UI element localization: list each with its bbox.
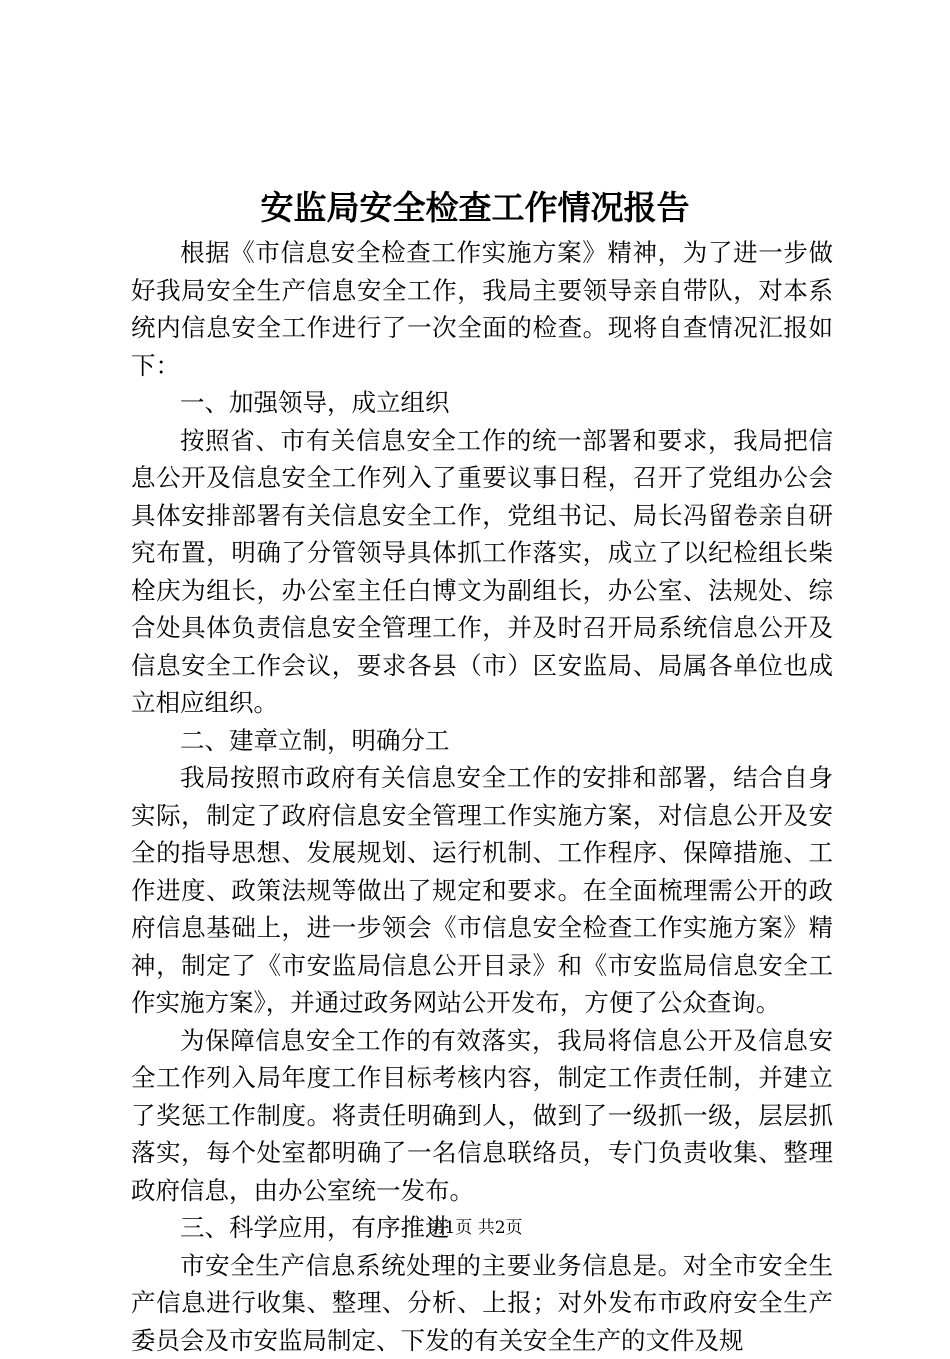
paragraph-section-1: 按照省、市有关信息安全工作的统一部署和要求，我局把信息公开及信息安全工作列入了重要议事日程，召开了党组办公会具体安排部署有关信息安全工作，党组书记、局长冯留卷亲自研究布置，明确了分管领导具体抓工作落实，成立了以纪检组长柴栓庆为组长，办公室主任白博文为副组长，办公室、法规处、综合处具体负责信息安全管理工作，并及时召开局系统信息公开及信息安全工作会议，要求各县（市）区安监局、局属各单位也成立相应组织。 [131, 422, 833, 722]
paragraph-section-2b: 为保障信息安全工作的有效落实，我局将信息公开及信息安全工作列入局年度工作目标考核内容，制定工作责任制，并建立了奖惩工作制度。将责任明确到人，做到了一级抓一级，层层抓落实，每个处室都明确了一名信息联络员，专门负责收集、整理政府信息，由办公室统一发布。 [131, 1022, 833, 1210]
section-heading-2: 二、建章立制，明确分工 [131, 722, 833, 760]
paragraph-section-2a: 我局按照市政府有关信息安全工作的安排和部署，结合自身实际，制定了政府信息安全管理工作实施方案，对信息公开及安全的指导思想、发展规划、运行机制、工作程序、保障措施、工作进度、政策法规等做出了规定和要求。在全面梳理需公开的政府信息基础上，进一步领会《市信息安全检查工作实施方案》精神，制定了《市安监局信息公开目录》和《市安监局信息安全工作实施方案》，并通过政务网站公开发布，方便了公众查询。 [131, 759, 833, 1022]
paragraph-intro: 根据《市信息安全检查工作实施方案》精神，为了进一步做好我局安全生产信息安全工作，我局主要领导亲自带队，对本系统内信息安全工作进行了一次全面的检查。现将自查情况汇报如下： [131, 234, 833, 384]
section-heading-3: 三、科学应用，有序推进 [131, 1209, 833, 1247]
document-title: 安监局安全检查工作情况报告 [0, 182, 950, 234]
document-body [131, 234, 833, 1359]
paragraph-section-3: 市安全生产信息系统处理的主要业务信息是。对全市安全生产信息进行收集、整理、分析、上报；对外发布市政府安全生产委员会及市安监局制定、下发的有关安全生产的文件及规 [131, 1247, 833, 1359]
section-heading-1: 一、加强领导，成立组织 [131, 384, 833, 422]
page-footer: 第1页 共2页 [0, 1216, 950, 1240]
